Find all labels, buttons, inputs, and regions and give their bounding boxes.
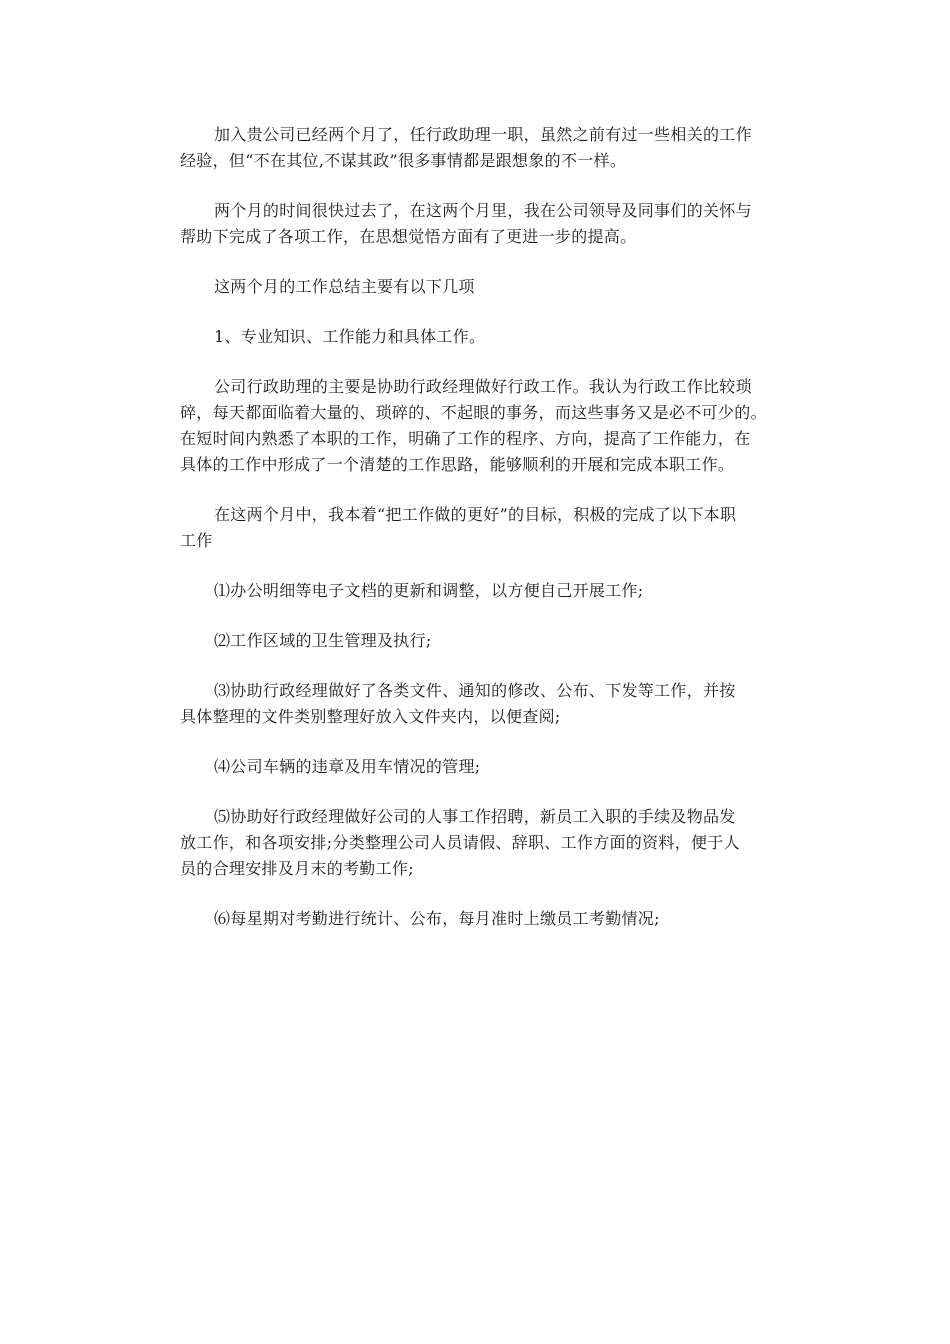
text-line: 加入贵公司已经两个月了，任行政助理一职，虽然之前有过一些相关的工作 [214, 125, 752, 144]
text-line: 碎，每天都面临着大量的、琐碎的、不起眼的事务，而这些事务又是必不可少的。 [180, 403, 767, 422]
text-line: ⑶协助行政经理做好了各类文件、通知的修改、公布、下发等工作，并按 [214, 681, 736, 700]
text-line: 具体的工作中形成了一个清楚的工作思路，能够顺利的开展和完成本职工作。 [180, 455, 735, 474]
list-item-5 [180, 804, 772, 882]
text-line: ⑸协助好行政经理做好公司的人事工作招聘，新员工入职的手续及物品发 [214, 807, 736, 826]
text-line: 具体整理的文件类别整理好放入文件夹内，以便查阅; [180, 707, 561, 726]
list-item-1 [180, 578, 772, 604]
text-line: 公司行政助理的主要是协助行政经理做好行政工作。我认为行政工作比较琐 [214, 377, 752, 396]
text-line: 放工作，和各项安排;分类整理公司人员请假、辞职、工作方面的资料，便于人 [180, 833, 740, 852]
paragraph-section-1-heading [180, 324, 772, 350]
text-line: ⑷公司车辆的违章及用车情况的管理; [214, 757, 481, 776]
text-line: 经验，但“不在其位,不谋其政”很多事情都是跟想象的不一样。 [180, 151, 627, 170]
text-line: 两个月的时间很快过去了，在这两个月里，我在公司领导及同事们的关怀与 [214, 201, 752, 220]
paragraph-duties-intro [180, 502, 772, 554]
paragraph-role-description [180, 374, 772, 478]
list-item-4 [180, 754, 772, 780]
text-line: 帮助下完成了各项工作，在思想觉悟方面有了更进一步的提高。 [180, 227, 637, 246]
text-line: 在这两个月中，我本着“把工作做的更好”的目标，积极的完成了以下本职 [214, 505, 737, 524]
list-item-6 [180, 906, 772, 932]
text-line: 员的合理安排及月末的考勤工作; [180, 859, 414, 878]
paragraph-overview [180, 198, 772, 250]
text-line: ⑴办公明细等电子文档的更新和调整，以方便自己开展工作; [214, 581, 644, 600]
text-line: 工作 [180, 531, 213, 550]
text-line: ⑵工作区域的卫生管理及执行; [214, 631, 432, 650]
paragraph-intro [180, 122, 772, 174]
text-line: 在短时间内熟悉了本职的工作，明确了工作的程序、方向，提高了工作能力，在 [180, 429, 751, 448]
text-line: 1、专业知识、工作能力和具体工作。 [214, 327, 486, 346]
list-item-2 [180, 628, 772, 654]
document-body [180, 122, 772, 956]
text-line: 这两个月的工作总结主要有以下几项 [214, 277, 475, 296]
text-line: ⑹每星期对考勤进行统计、公布，每月准时上缴员工考勤情况; [214, 909, 660, 928]
list-item-3 [180, 678, 772, 730]
paragraph-summary-heading [180, 274, 772, 300]
